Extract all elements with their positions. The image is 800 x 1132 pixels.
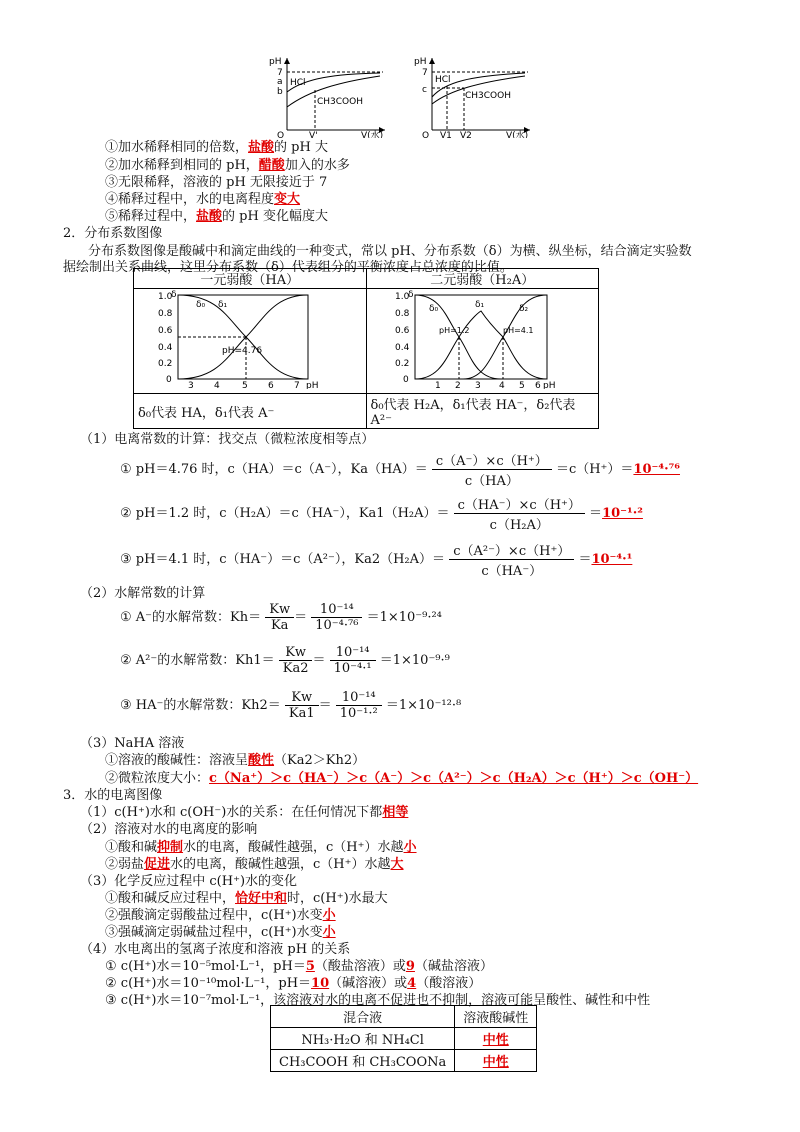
s3-line-2b: ②弱盐促进水的电离，酸碱性越强，c（H⁺）水越大: [105, 857, 404, 872]
answer: 大: [390, 857, 404, 872]
answer: 抑制: [157, 840, 184, 855]
x-label: pH: [542, 381, 555, 389]
section3-heading: 3．水的电离图像: [63, 788, 163, 803]
x-tick-3: 3: [188, 381, 194, 389]
graph-left-a: a: [277, 77, 283, 87]
y-tick-1-0: 1.0: [394, 292, 409, 302]
chart-cell-right: [366, 289, 599, 394]
answer: 中性: [455, 1050, 537, 1072]
s3-line-3a: ①酸和碱反应过程中，恰好中和时，c(H⁺)水最大: [105, 891, 388, 906]
answer: 促进: [144, 857, 171, 872]
y-tick-0: 0: [402, 375, 409, 385]
ka1-fraction: $\frac{c(HA^-)\times c(H^+)}{\text{c（H₂A）}}$: [454, 494, 585, 533]
power-fraction: $\frac{\text{10⁻¹⁴}}{\text{10⁻⁴·⁷⁶}}$: [311, 602, 362, 633]
ionization-line-3: ③ pH＝4.1 时，c（HA⁻）＝c（A²⁻），Ka2（H₂A）＝ $\frac{\text{c（A²⁻）×c（H⁺）}}{c(HA^-)}$ ＝10⁻⁴·¹: [120, 540, 632, 579]
graph-left-b: b: [277, 87, 283, 97]
naha-line-2: ②微粒浓度大小：c（Na⁺）＞c（HA⁻）＞c（A⁻）＞c（A²⁻）＞c（H₂A）＞c（H⁺）＞c（OH⁻）: [105, 771, 699, 786]
section2-intro-2: 据绘制出关系曲线，这里分布系数（δ）代表组分的平衡浓度占总浓度的比值。: [63, 260, 513, 275]
table-foot-right: δ₀代表 H₂A，δ₁代表 HA⁻，δ₂代表 A²⁻: [366, 394, 599, 429]
x-tick-6: 6: [268, 381, 274, 389]
dilution-point-1: ①加水稀释相同的倍数，盐酸的 pH 大: [105, 140, 328, 155]
x-tick-1: 1: [434, 381, 441, 389]
x-tick-6: 6: [534, 381, 541, 389]
intersection-1-label: pH=1.2: [438, 326, 470, 335]
answer: 10⁻¹·²: [602, 506, 643, 521]
dilution-point-2: ②加水稀释到相同的 pH，醋酸加入的水多: [105, 158, 350, 173]
dilution-point-5: ⑤稀释过程中，盐酸的 pH 变化幅度大: [105, 209, 328, 224]
y-label: δ: [407, 290, 414, 300]
section2-intro-1: 分布系数图像是酸碱中和滴定曲线的一种变式，常以 pH、分布系数（δ）为横、纵坐标，结合滴定实验数: [88, 244, 692, 259]
s3-line-2: （2）溶液对水的电离度的影响: [80, 822, 258, 837]
y-tick-0-2: 0.2: [394, 359, 409, 369]
power-fraction: $\frac{\text{10⁻¹⁴}}{\text{10⁻⁴·¹}}$: [330, 645, 376, 676]
x-tick-3: 3: [474, 381, 481, 389]
graph-right-origin: O: [422, 131, 430, 138]
table-foot-left: δ₀代表 HA，δ₁代表 A⁻: [134, 394, 367, 429]
y-tick-0-8: 0.8: [394, 309, 409, 319]
s3-line-3c: ③强碱滴定弱碱盐过程中，c(H⁺)水变小: [105, 925, 336, 940]
answer: 相等: [382, 805, 409, 820]
graph-right-v1: V1: [440, 131, 452, 138]
ionization-line-1: ① pH＝4.76 时，c（HA）＝c（A⁻），Ka（HA）＝ $\frac{c(A^-)\times c(H^+)}{c(HA)}$ ＝c（H⁺）＝10⁻⁴·⁷⁶: [120, 450, 680, 489]
naha-line-1: ①溶液的酸碱性：溶液呈酸性（Ka2＞Kh2）: [105, 753, 366, 768]
delta1-label: δ₁: [218, 300, 228, 310]
s3-line-1: （1）c(H⁺)水和 c(OH⁻)水的关系：在任何情况下都相等: [80, 805, 409, 820]
delta0-label: δ₀: [428, 304, 438, 314]
table-row: NH₃·H₂O 和 NH₄Cl 中性: [271, 1028, 537, 1050]
answer: 4: [407, 976, 417, 991]
y-tick-0-4: 0.4: [158, 343, 173, 353]
kw-ka-fraction: $\frac{Kw}{Ka}$: [265, 602, 294, 633]
graph-right-ch3cooh: CH3COOH: [465, 91, 511, 101]
graph-left-ylabel: pH: [269, 57, 282, 67]
hydrolysis-heading: （2）水解常数的计算: [80, 586, 206, 601]
hydrolysis-line-1: ① A⁻的水解常数：Kh＝ $\frac{Kw}{Ka}$ ＝ $\frac{\text{10⁻¹⁴}}{\text{10⁻⁴·⁷⁶}}$ ＝1×10⁻⁹·²⁴: [120, 602, 442, 633]
hydrolysis-line-3: ③ HA⁻的水解常数：Kh2＝ $\frac{Kw}{Ka1}$ ＝ $\frac{\text{10⁻¹⁴}}{\text{10⁻¹·²}}$ ＝1×10⁻¹²·⁸: [120, 690, 462, 721]
table-head-left: 一元弱酸（HA）: [134, 269, 367, 289]
table-row: CH₃COOH 和 CH₃COONa 中性: [271, 1050, 537, 1072]
answer: 盐酸: [196, 209, 223, 224]
answer: 9: [405, 959, 415, 974]
y-tick-0-4: 0.4: [394, 343, 409, 353]
graph-right-ylabel: pH: [414, 57, 427, 67]
x-tick-7: 7: [294, 381, 300, 389]
graph-right-xlabel: V(水): [506, 131, 529, 138]
x-tick-5: 5: [518, 381, 525, 389]
prop-header: 溶液酸碱性: [455, 1006, 537, 1028]
x-tick-2: 2: [454, 381, 461, 389]
mixture-table: [270, 1005, 537, 1072]
x-tick-5: 5: [242, 381, 248, 389]
naha-heading: （3）NaHA 溶液: [80, 736, 185, 751]
graph-left-hcl: HCl: [290, 78, 306, 88]
y-label: δ: [171, 290, 177, 300]
x-tick-4: 4: [498, 381, 505, 389]
intersection-2-label: pH=4.1: [502, 326, 534, 335]
answer: 10⁻⁴·¹: [591, 552, 633, 567]
s3-line-3: （3）化学反应过程中 c(H⁺)水的变化: [80, 874, 298, 889]
answer: 盐酸: [248, 140, 275, 155]
mix-header: 混合液: [271, 1006, 455, 1028]
answer: 小: [322, 925, 336, 940]
s3-line-4: （4）水电离出的氢离子浓度和溶液 pH 的关系: [80, 942, 351, 957]
graph-right-c: c: [422, 85, 427, 95]
kw-ka2-fraction: $\frac{Kw}{Ka2}$: [279, 645, 313, 676]
graph-left-ch3cooh: CH3COOH: [317, 97, 363, 107]
y-tick-0-2: 0.2: [158, 359, 173, 369]
y-tick-0-6: 0.6: [158, 326, 173, 336]
section2-heading: 2．分布系数图像: [63, 226, 163, 241]
dilution-graph-right: [410, 52, 540, 138]
y-tick-0-8: 0.8: [158, 309, 173, 319]
x-tick-4: 4: [214, 381, 220, 389]
graph-left-xlabel: V(水): [361, 131, 384, 138]
y-tick-0: 0: [166, 375, 172, 385]
ionization-line-2: ② pH＝1.2 时，c（H₂A）＝c（HA⁻），Ka1（H₂A）＝ $\frac{c(HA^-)\times c(H^+)}{\text{c（H₂A）}}$ ＝10⁻¹·²: [120, 494, 643, 533]
answer: 小: [322, 908, 336, 923]
y-tick-0-6: 0.6: [394, 326, 409, 336]
h2a-distribution-chart: [371, 289, 591, 389]
y-tick-1-0: 1.0: [158, 292, 173, 302]
chart-cell-left: [134, 289, 367, 394]
answer: 10⁻⁴·⁷⁶: [633, 462, 680, 477]
ka-fraction: $\frac{c(A^-)\times c(H^+)}{c(HA)}$: [432, 450, 552, 489]
graph-right-seven: 7: [422, 68, 428, 78]
delta2-label: δ₂: [518, 304, 528, 314]
s3-line-4c: ③ c(H⁺)水＝10⁻⁷mol·L⁻¹，该溶液对水的电离不促进也不抑制，溶液可能呈酸性、碱性和中性: [105, 993, 651, 1008]
answer: 酸性: [248, 753, 275, 768]
kw-ka1-fraction: $\frac{Kw}{Ka1}$: [285, 690, 319, 721]
distribution-table: [133, 268, 599, 429]
table-head-right: 二元弱酸（H₂A）: [366, 269, 599, 289]
answer: 5: [305, 959, 315, 974]
dilution-graph-left: [265, 52, 395, 138]
graph-right-v2: V2: [460, 131, 472, 138]
ionization-heading: （1）电离常数的计算：找交点（微粒浓度相等点）: [80, 432, 375, 447]
ha-distribution-chart: [138, 289, 358, 389]
answer: 恰好中和: [235, 891, 288, 906]
dilution-point-3: ③无限稀释，溶液的 pH 无限接近于 7: [105, 175, 328, 190]
graph-right-hcl: HCl: [435, 75, 451, 85]
answer: 中性: [455, 1028, 537, 1050]
graph-left-seven: 7: [277, 68, 283, 78]
intersection-label: pH=4.76: [222, 346, 263, 356]
graph-left-origin: O: [277, 131, 285, 138]
answer: 醋酸: [258, 158, 285, 173]
ka2-fraction: $\frac{\text{c（A²⁻）×c（H⁺）}}{c(HA^-)}$: [449, 540, 574, 579]
s3-line-3b: ②强酸滴定弱酸盐过程中，c(H⁺)水变小: [105, 908, 336, 923]
answer: 变大: [274, 192, 301, 207]
delta1-label: δ₁: [474, 300, 484, 310]
power-fraction: $\frac{\text{10⁻¹⁴}}{\text{10⁻¹·²}}$: [336, 690, 382, 721]
s3-line-4a: ① c(H⁺)水＝10⁻⁵mol·L⁻¹，pH＝5（酸盐溶液）或9（碱盐溶液）: [105, 959, 493, 974]
answer: 10: [311, 976, 330, 991]
x-label: pH: [306, 381, 319, 389]
answer: c（Na⁺）＞c（HA⁻）＞c（A⁻）＞c（A²⁻）＞c（H₂A）＞c（H⁺）＞c（OH⁻）: [209, 771, 699, 786]
answer: 小: [403, 840, 417, 855]
graph-left-vprime: V': [309, 131, 318, 138]
hydrolysis-line-2: ② A²⁻的水解常数：Kh1＝ $\frac{Kw}{Ka2}$ ＝ $\frac{\text{10⁻¹⁴}}{\text{10⁻⁴·¹}}$ ＝1×10⁻⁹·⁹: [120, 645, 450, 676]
delta0-label: δ₀: [196, 300, 206, 310]
dilution-point-4: ④稀释过程中，水的电离程度变大: [105, 192, 301, 207]
s3-line-2a: ①酸和碱抑制水的电离，酸碱性越强，c（H⁺）水越小: [105, 840, 417, 855]
s3-line-4b: ② c(H⁺)水＝10⁻¹⁰mol·L⁻¹，pH＝10（碱溶液）或4（酸溶液）: [105, 976, 482, 991]
